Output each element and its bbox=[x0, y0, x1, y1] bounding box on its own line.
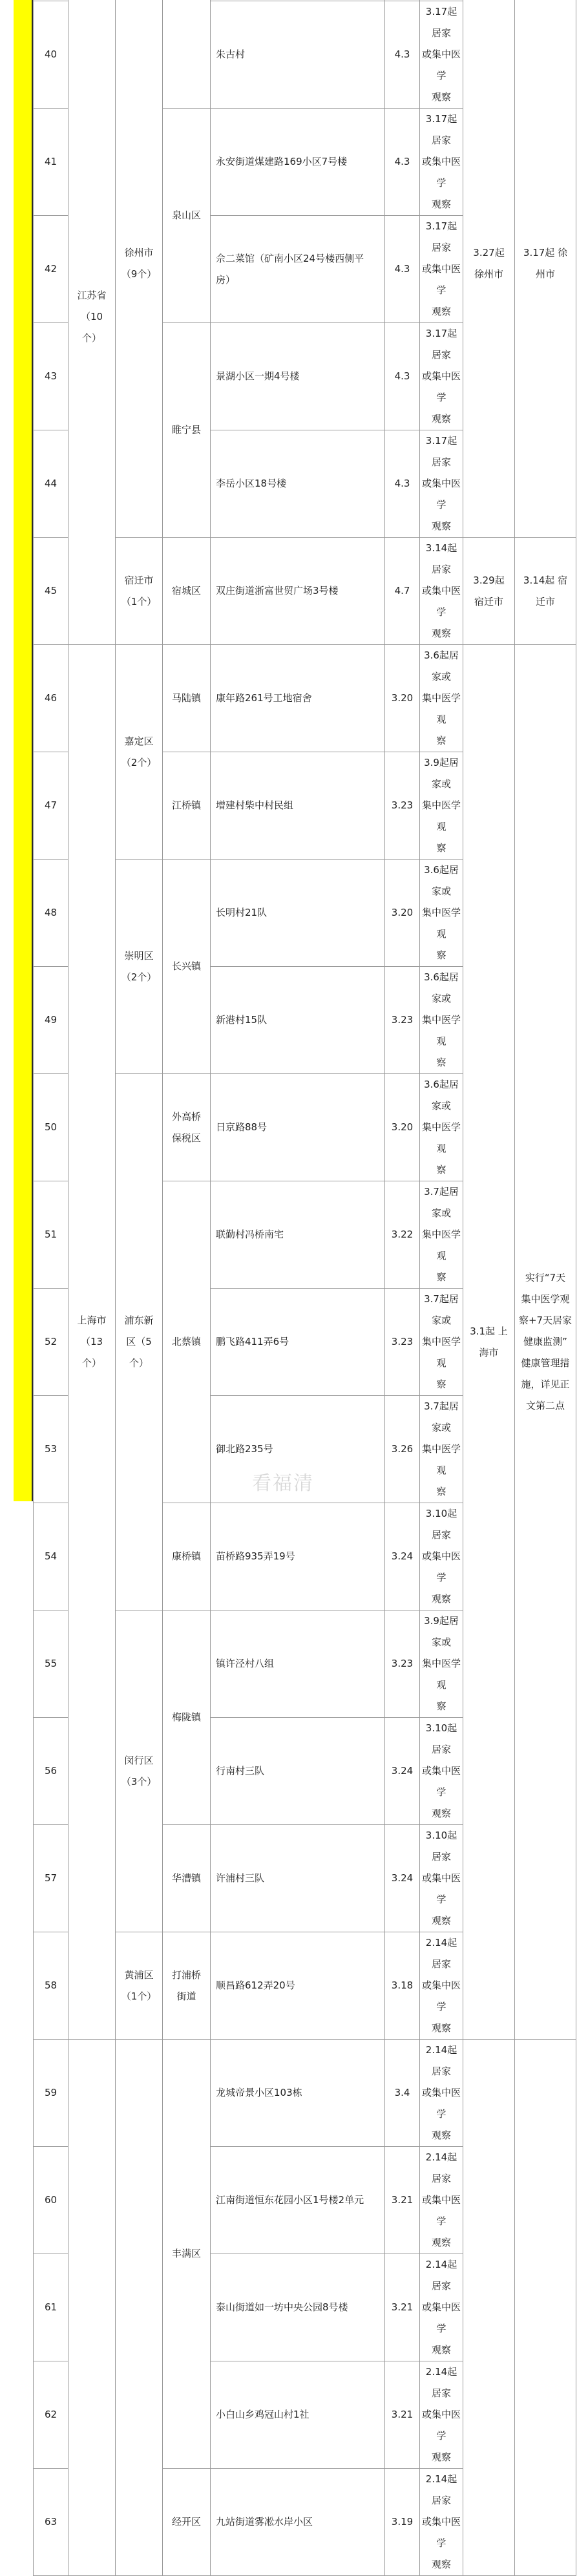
row-number: 41 bbox=[34, 109, 68, 216]
address-cell: 李岳小区18号楼 bbox=[211, 430, 385, 538]
travel-cell bbox=[463, 2040, 515, 2576]
date-cell: 3.23 bbox=[385, 752, 420, 860]
city-cell: 徐州市 （9个） bbox=[116, 0, 163, 538]
address-cell: 镇许泾村八组 bbox=[211, 1610, 385, 1718]
measure-cell: 3.17起居家 或集中医学 观察 bbox=[420, 323, 463, 430]
address-cell: 康年路261号工地宿舍 bbox=[211, 645, 385, 752]
row-number: 55 bbox=[34, 1610, 68, 1718]
measure-cell: 3.10起居家 或集中医学 观察 bbox=[420, 1718, 463, 1825]
address-cell: 增建村柴中村民组 bbox=[211, 752, 385, 860]
province-cell: 江苏省 （10 个） bbox=[68, 0, 116, 645]
city-cell bbox=[116, 2040, 163, 2576]
row-number: 60 bbox=[34, 2147, 68, 2254]
date-cell: 3.20 bbox=[385, 645, 420, 752]
date-cell: 3.22 bbox=[385, 1181, 420, 1289]
district-cell: 宿城区 bbox=[163, 538, 211, 645]
address-cell: 泰山街道如一坊中央公园8号楼 bbox=[211, 2254, 385, 2361]
district-cell: 华漕镇 bbox=[163, 1825, 211, 1932]
address-cell: 新港村15队 bbox=[211, 967, 385, 1074]
row-number: 51 bbox=[34, 1181, 68, 1289]
address-cell: 朱古村 bbox=[211, 1, 385, 109]
measure-cell: 3.6起居家或 集中医学观 察 bbox=[420, 967, 463, 1074]
row-number: 48 bbox=[34, 860, 68, 967]
address-cell: 苗桥路935弄19号 bbox=[211, 1503, 385, 1610]
province-cell: 上海市 （13 个） bbox=[68, 645, 116, 2040]
city-cell: 嘉定区 （2个） bbox=[116, 645, 163, 860]
district-cell: 外高桥 保税区 bbox=[163, 1074, 211, 1181]
district-cell: 睢宁县 bbox=[163, 323, 211, 538]
measure-cell: 3.6起居家或 集中医学观 察 bbox=[420, 1074, 463, 1181]
address-cell: 日京路88号 bbox=[211, 1074, 385, 1181]
date-cell: 4.3 bbox=[385, 1, 420, 109]
date-cell: 3.24 bbox=[385, 1503, 420, 1610]
address-cell: 佘二菜馆（矿南小区24号楼西侧平 房） bbox=[211, 216, 385, 323]
row-number: 57 bbox=[34, 1825, 68, 1932]
travel-cell: 3.1起 上 海市 bbox=[463, 645, 515, 2040]
district-cell: 梅陇镇 bbox=[163, 1610, 211, 1825]
management-cell: 3.17起 徐 州市 bbox=[515, 0, 576, 538]
district-cell: 江桥镇 bbox=[163, 752, 211, 860]
address-cell: 龙城帝景小区103栋 bbox=[211, 2040, 385, 2147]
measure-cell: 2.14起居家 或集中医学 观察 bbox=[420, 2147, 463, 2254]
date-cell: 3.20 bbox=[385, 860, 420, 967]
date-cell: 4.3 bbox=[385, 323, 420, 430]
row-number: 59 bbox=[34, 2040, 68, 2147]
address-cell: 九站街道雾凇水岸小区 bbox=[211, 2469, 385, 2576]
measure-cell: 3.7起居家或 集中医学观 察 bbox=[420, 1181, 463, 1289]
date-cell: 3.18 bbox=[385, 1932, 420, 2040]
date-cell: 3.23 bbox=[385, 1289, 420, 1396]
district-cell: 马陆镇 bbox=[163, 645, 211, 752]
address-cell: 鹏飞路411弄6号 bbox=[211, 1289, 385, 1396]
measure-cell: 2.14起居家 或集中医学 观察 bbox=[420, 2361, 463, 2469]
measure-cell: 3.10起居家 或集中医学 观察 bbox=[420, 1825, 463, 1932]
date-cell: 3.4 bbox=[385, 2040, 420, 2147]
measure-cell: 2.14起居家 或集中医学 观察 bbox=[420, 1932, 463, 2040]
district-cell: 北蔡镇 bbox=[163, 1181, 211, 1503]
row-number: 61 bbox=[34, 2254, 68, 2361]
date-cell: 4.3 bbox=[385, 109, 420, 216]
row-number: 42 bbox=[34, 216, 68, 323]
travel-cell: 3.27起 徐州市 bbox=[463, 0, 515, 538]
watermark: 看福清 bbox=[252, 1472, 314, 1495]
measure-cell: 3.7起居家或 集中医学观 察 bbox=[420, 1396, 463, 1503]
measure-cell: 2.14起居家 或集中医学 观察 bbox=[420, 2469, 463, 2576]
district-cell: 长兴镇 bbox=[163, 860, 211, 1074]
date-cell: 3.19 bbox=[385, 2469, 420, 2576]
table-row bbox=[34, 645, 576, 752]
district-cell: 丰满区 bbox=[163, 2040, 211, 2469]
row-number: 44 bbox=[34, 430, 68, 538]
row-number: 53 bbox=[34, 1396, 68, 1503]
measure-cell: 3.14起居家 或集中医学 观察 bbox=[420, 538, 463, 645]
district-cell: 泉山区 bbox=[163, 109, 211, 323]
address-cell: 永安街道煤建路169小区7号楼 bbox=[211, 109, 385, 216]
province-cell bbox=[68, 2040, 116, 2576]
date-cell: 3.24 bbox=[385, 1825, 420, 1932]
date-cell: 3.23 bbox=[385, 1610, 420, 1718]
row-number: 47 bbox=[34, 752, 68, 860]
row-number: 45 bbox=[34, 538, 68, 645]
date-cell: 3.23 bbox=[385, 967, 420, 1074]
address-cell: 御北路235号 bbox=[211, 1396, 385, 1503]
row-number: 40 bbox=[34, 1, 68, 109]
city-cell: 崇明区 （2个） bbox=[116, 860, 163, 1074]
address-cell: 许浦村三队 bbox=[211, 1825, 385, 1932]
measure-cell: 3.17起居家 或集中医学 观察 bbox=[420, 430, 463, 538]
measure-cell: 3.10起居家 或集中医学 观察 bbox=[420, 1503, 463, 1610]
measure-cell: 3.7起居家或 集中医学观 察 bbox=[420, 1289, 463, 1396]
row-number: 54 bbox=[34, 1503, 68, 1610]
address-cell: 联勤村冯桥南宅 bbox=[211, 1181, 385, 1289]
measure-cell: 3.17起居家 或集中医学 观察 bbox=[420, 1, 463, 109]
date-cell: 3.20 bbox=[385, 1074, 420, 1181]
city-cell: 浦东新 区（5 个） bbox=[116, 1074, 163, 1610]
row-number: 63 bbox=[34, 2469, 68, 2576]
row-number: 52 bbox=[34, 1289, 68, 1396]
management-cell bbox=[515, 2040, 576, 2576]
date-cell: 3.21 bbox=[385, 2361, 420, 2469]
district-cell: 打浦桥 街道 bbox=[163, 1932, 211, 2040]
address-cell: 顺昌路612弄20号 bbox=[211, 1932, 385, 2040]
yellow-margin-bar bbox=[14, 0, 32, 1501]
table-row bbox=[34, 2040, 576, 2147]
district-cell: 经开区 bbox=[163, 2469, 211, 2576]
row-number: 49 bbox=[34, 967, 68, 1074]
city-cell: 宿迁市 （1个） bbox=[116, 538, 163, 645]
date-cell: 3.21 bbox=[385, 2147, 420, 2254]
address-cell: 长明村21队 bbox=[211, 860, 385, 967]
row-number: 58 bbox=[34, 1932, 68, 2040]
measure-cell: 2.14起居家 或集中医学 观察 bbox=[420, 2040, 463, 2147]
measure-cell: 3.17起居家 或集中医学 观察 bbox=[420, 109, 463, 216]
row-number: 62 bbox=[34, 2361, 68, 2469]
row-number: 50 bbox=[34, 1074, 68, 1181]
date-cell: 3.26 bbox=[385, 1396, 420, 1503]
date-cell: 3.21 bbox=[385, 2254, 420, 2361]
measure-cell: 3.6起居家或 集中医学观 察 bbox=[420, 645, 463, 752]
management-cell: 实行“7天 集中医学观 察+7天居家 健康监测” 健康管理措 施，详见正 文第二点 bbox=[515, 645, 576, 2040]
measure-cell: 3.9起居家或 集中医学观 察 bbox=[420, 752, 463, 860]
measure-cell: 2.14起居家 或集中医学 观察 bbox=[420, 2254, 463, 2361]
address-cell: 景湖小区一期4号楼 bbox=[211, 323, 385, 430]
city-cell: 闵行区 （3个） bbox=[116, 1610, 163, 1932]
measure-cell: 3.17起居家 或集中医学 观察 bbox=[420, 216, 463, 323]
travel-cell: 3.29起 宿迁市 bbox=[463, 538, 515, 645]
district-cell: 康桥镇 bbox=[163, 1503, 211, 1610]
address-cell: 江南街道恒东花园小区1号楼2单元 bbox=[211, 2147, 385, 2254]
management-cell: 3.14起 宿 迁市 bbox=[515, 538, 576, 645]
date-cell: 4.3 bbox=[385, 216, 420, 323]
district-cell bbox=[163, 0, 211, 109]
date-cell: 3.24 bbox=[385, 1718, 420, 1825]
address-cell: 双庄街道浙富世贸广场3号楼 bbox=[211, 538, 385, 645]
date-cell: 4.3 bbox=[385, 430, 420, 538]
city-cell: 黄浦区 （1个） bbox=[116, 1932, 163, 2040]
address-cell: 行南村三队 bbox=[211, 1718, 385, 1825]
row-number: 56 bbox=[34, 1718, 68, 1825]
measure-cell: 3.6起居家或 集中医学观 察 bbox=[420, 860, 463, 967]
measure-cell: 3.9起居家或 集中医学观 察 bbox=[420, 1610, 463, 1718]
row-number: 46 bbox=[34, 645, 68, 752]
date-cell: 4.7 bbox=[385, 538, 420, 645]
risk-area-table bbox=[33, 0, 576, 2576]
address-cell: 小白山乡鸡冠山村1社 bbox=[211, 2361, 385, 2469]
row-number: 43 bbox=[34, 323, 68, 430]
